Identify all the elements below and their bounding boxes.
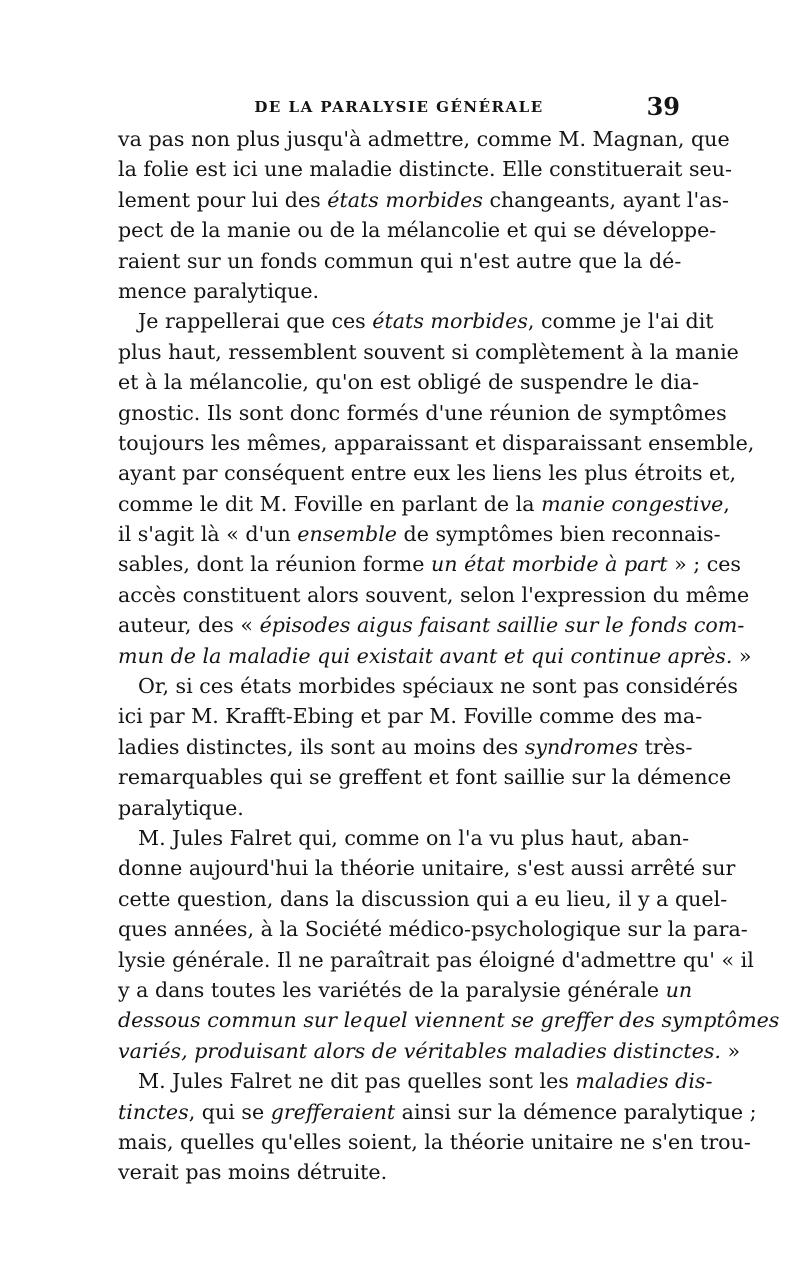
body-text [118, 124, 780, 1188]
line-text: paralytique. [118, 795, 244, 820]
line-text: ayant par conséquent entre eux les liens les plus étroits et, [118, 461, 737, 486]
line-text: gnostic. Ils sont donc formés d'une réunion de symptômes [118, 400, 727, 425]
text-line [118, 1097, 757, 1127]
line-text: mais, quelles qu'elles soient, la théorie unitaire ne s'en trou- [118, 1129, 751, 1154]
text-line [118, 1036, 741, 1066]
line-text: ladies distinctes, ils sont au moins des [118, 734, 525, 759]
line-text: M. Jules Falret ne dit pas quelles sont les [138, 1069, 576, 1094]
italic-text: épisodes aigus faisant saillie sur le fonds com- [259, 613, 745, 638]
line-text: comme le dit M. Foville en parlant de la [118, 491, 542, 516]
line-text: donne aujourd'hui la théorie unitaire, s'est aussi arrêté sur [118, 856, 736, 881]
text-line [118, 1066, 713, 1096]
text-line [118, 1127, 751, 1157]
line-text: ici par M. Krafft-Ebing et par M. Foville comme des ma- [118, 704, 703, 729]
text-line [118, 489, 730, 519]
line-text: il s'agit là « d'un [118, 522, 298, 547]
line-text: plus haut, ressemblent souvent si complètement à la manie [118, 339, 739, 364]
line-text: auteur, des « [118, 613, 260, 638]
line-text: accès constituent alors souvent, selon l'expression du même [118, 582, 750, 607]
line-text: , [723, 491, 730, 516]
text-line [118, 337, 739, 367]
text-line [118, 124, 730, 154]
line-text: ainsi sur la démence paralytique ; [395, 1099, 757, 1124]
text-line [118, 306, 714, 336]
text-line [118, 246, 680, 276]
line-text: M. Jules Falret qui, comme on l'a vu plus haut, aban- [138, 825, 690, 850]
text-line [118, 185, 729, 215]
text-line [118, 1005, 780, 1035]
line-text: changeants, ayant l'as- [482, 187, 729, 212]
text-line [118, 367, 700, 397]
text-line [118, 519, 721, 549]
text-line [118, 793, 680, 823]
line-text: cette question, dans la discussion qui a eu lieu, il y a quel- [118, 886, 728, 911]
text-line [118, 671, 738, 701]
italic-text: états morbides [327, 187, 483, 212]
text-line [118, 215, 717, 245]
text-line [118, 1157, 680, 1187]
line-text: , comme je l'ai dit [527, 309, 714, 334]
text-line [118, 549, 741, 579]
text-line [118, 823, 690, 853]
text-line [118, 945, 754, 975]
text-line [118, 276, 680, 306]
line-text: y a dans toutes les variétés de la paralysie générale [118, 977, 666, 1002]
text-line [118, 975, 693, 1005]
line-text: » [732, 643, 752, 668]
text-line [118, 428, 755, 458]
italic-text: manie congestive [541, 491, 724, 516]
page-header [118, 92, 680, 122]
italic-text: ensemble [297, 522, 397, 547]
line-text: pect de la manie ou de la mélancolie et qui se développe- [118, 218, 717, 243]
italic-text: mun de la maladie qui existait avant et qui continue après. [118, 643, 733, 668]
line-text: , qui se [188, 1099, 271, 1124]
line-text: lysie générale. Il ne paraîtrait pas éloigné d'admettre qu' « il [118, 947, 754, 972]
text-line [118, 762, 732, 792]
line-text: et à la mélancolie, qu'on est obligé de suspendre le dia- [118, 370, 700, 395]
text-line [118, 732, 693, 762]
italic-text: états morbides [372, 309, 528, 334]
line-text: toujours les mêmes, apparaissant et disparaissant ensemble, [118, 430, 755, 455]
line-text: de symptômes bien reconnais- [397, 522, 721, 547]
line-text: très- [638, 734, 693, 759]
text-line [118, 701, 703, 731]
italic-text: maladies dis- [575, 1069, 713, 1094]
running-title: DE LA PARALYSIE GÉNÉRALE [254, 98, 544, 116]
italic-text: un état morbide à part [431, 552, 668, 577]
line-text: verait pas moins détruite. [118, 1160, 388, 1185]
line-text: » ; ces [667, 552, 741, 577]
text-line [118, 580, 750, 610]
line-text: raient sur un fonds commun qui n'est autre que la dé- [118, 248, 682, 273]
text-line [118, 914, 748, 944]
line-text: Je rappellerai que ces [138, 309, 373, 334]
text-line [118, 610, 745, 640]
line-text: mence paralytique. [118, 278, 320, 303]
text-line [118, 154, 732, 184]
line-text: remarquables qui se greffent et font saillie sur la démence [118, 765, 732, 790]
italic-text: tinctes [118, 1099, 189, 1124]
text-line [118, 398, 727, 428]
italic-text: un [665, 977, 693, 1002]
line-text: » [720, 1038, 741, 1063]
line-text: ques années, à la Société médico-psychologique sur la para- [118, 917, 748, 942]
italic-text: dessous commun sur lequel viennent se greffer des symptômes [118, 1008, 780, 1033]
italic-text: variés, produisant alors de véritables maladies distinctes. [118, 1038, 721, 1063]
text-line [118, 458, 737, 488]
page-number: 39 [646, 92, 680, 121]
line-text: la folie est ici une maladie distincte. Elle constituerait seu- [118, 157, 732, 182]
line-text: va pas non plus jusqu'à admettre, comme M. Magnan, que [118, 127, 730, 151]
text-line [118, 641, 752, 671]
line-text: lement pour lui des [118, 187, 328, 212]
line-text: Or, si ces états morbides spéciaux ne sont pas considérés [138, 674, 738, 699]
text-line [118, 884, 728, 914]
italic-text: syndromes [524, 734, 639, 759]
italic-text: grefferaient [270, 1099, 396, 1124]
text-line [118, 853, 736, 883]
line-text: sables, dont la réunion forme [118, 552, 432, 577]
